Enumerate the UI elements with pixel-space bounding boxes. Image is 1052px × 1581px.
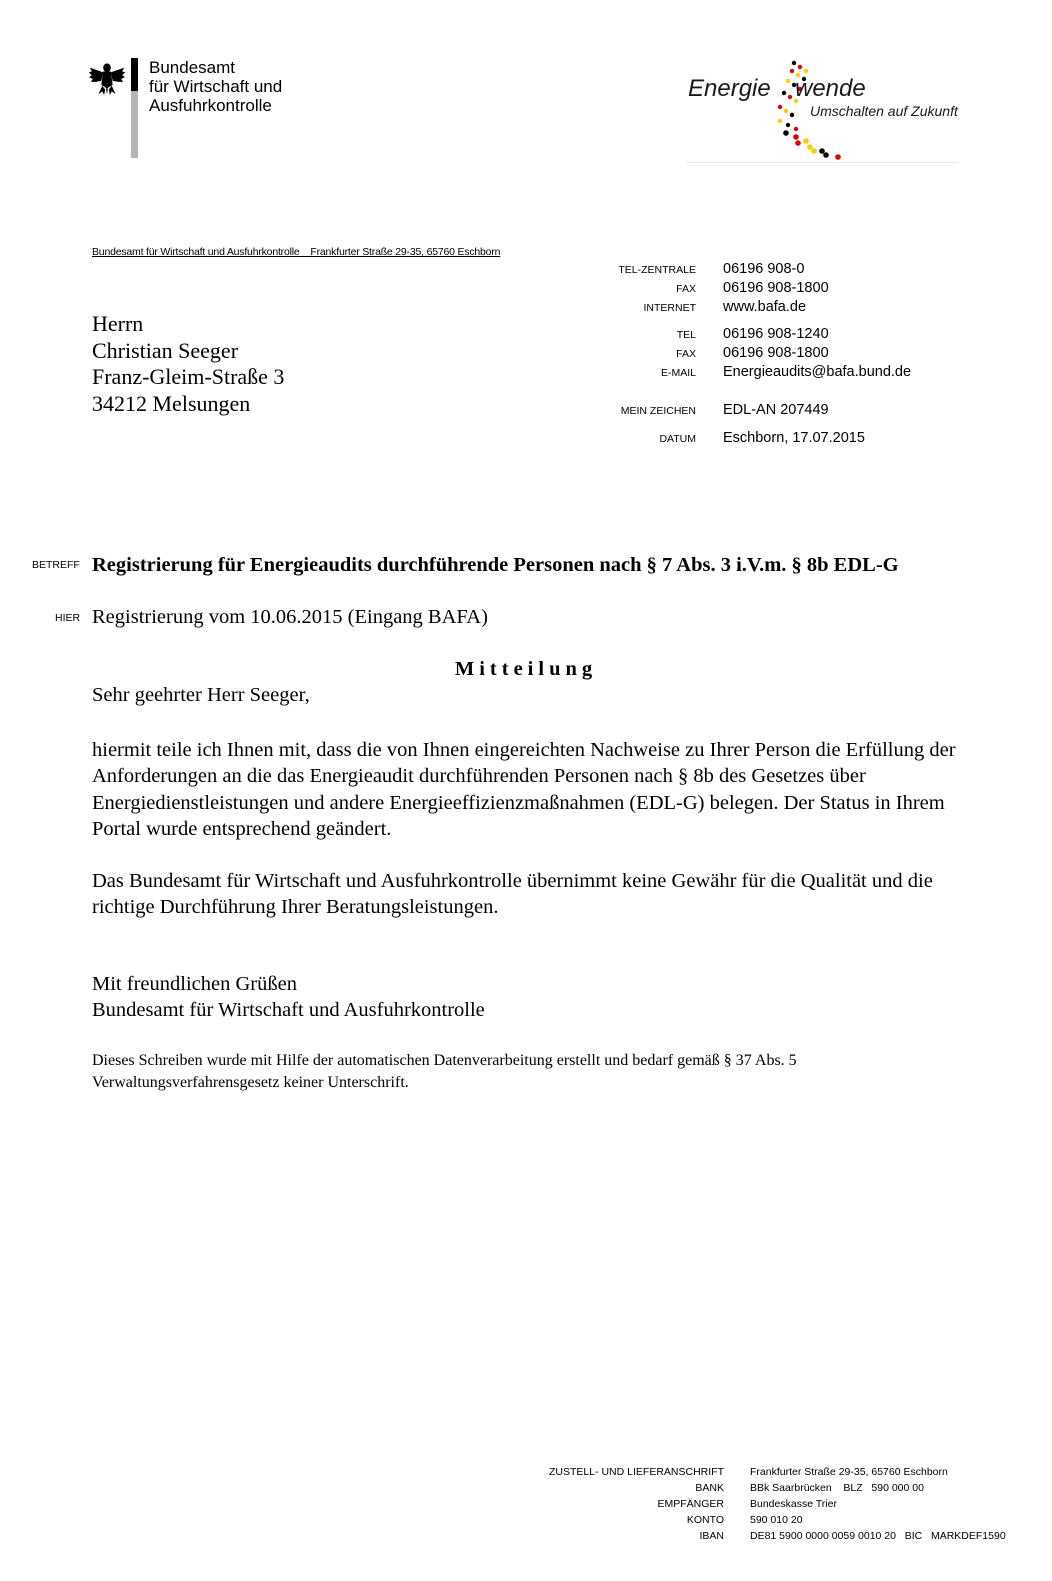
footer-row <box>540 1530 1040 1546</box>
logo-dot <box>790 69 794 73</box>
recipient-line: 34212 Melsungen <box>92 390 251 416</box>
contact-label: TEL <box>676 329 696 341</box>
body-paragraph: Das Bundesamt für Wirtschaft und Ausfuhrkontrolle übernimmt keine Gewähr für die Qualität und die richtige Durchführung Ihrer Beratungsleistungen. <box>92 870 933 919</box>
footer-value: BBk Saarbrücken BLZ 590 000 00 <box>750 1482 924 1494</box>
contact-row <box>590 326 920 345</box>
logo-dot <box>778 119 782 123</box>
logo-dot <box>792 61 796 65</box>
bafa-logo <box>88 58 308 160</box>
email-link[interactable]: Energieaudits@bafa.bund.de <box>723 364 912 380</box>
contact-row <box>590 261 920 280</box>
salutation: Sehr geehrter Herr Seeger, <box>92 684 310 706</box>
contact-row <box>590 430 920 449</box>
contact-value: 06196 908-0 <box>723 261 805 277</box>
regarding-label: HIER <box>55 612 81 624</box>
footer-label: IBAN <box>699 1530 724 1542</box>
contact-row <box>590 280 920 299</box>
contact-value: 06196 908-1800 <box>723 280 829 296</box>
logo-dot <box>784 109 788 113</box>
footer-label: KONTO <box>686 1514 724 1526</box>
footer-row <box>540 1498 1040 1514</box>
logo-dot <box>803 138 809 144</box>
logo-wende-text: wende <box>795 75 866 102</box>
logo-slogan: Umschalten auf Zukunft <box>810 103 958 119</box>
footer-label: EMPFÄNGER <box>657 1498 724 1510</box>
logo-dot <box>811 148 817 154</box>
logo-dot <box>823 152 829 158</box>
recipient-line: Christian Seeger <box>92 337 239 363</box>
footer-value: Bundeskasse Trier <box>750 1498 837 1510</box>
automated-notice: Dieses Schreiben wurde mit Hilfe der automatischen Datenverarbeitung erstellt und bedarf gemäß § 37 Abs. 5 Verwaltungsverfahrensgesetz keiner Unterschrift. <box>92 1052 797 1091</box>
contact-label: FAX <box>676 348 696 360</box>
logo-dot <box>807 144 813 150</box>
contact-row <box>590 299 920 318</box>
date-value: Eschborn, 17.07.2015 <box>723 430 865 446</box>
subject-title: Registrierung für Energieaudits durchführende Personen nach § 7 Abs. 3 i.V.m. § 8b EDL-G <box>92 554 899 576</box>
contact-label: TEL-ZENTRALE <box>618 264 696 276</box>
contact-label: MEIN ZEICHEN <box>620 405 696 417</box>
logo-dot <box>790 113 794 117</box>
logo-dot <box>788 95 792 99</box>
logo-dot <box>804 69 808 73</box>
contact-label: FAX <box>676 283 696 295</box>
bafa-name <box>149 58 282 115</box>
website-link[interactable]: www.bafa.de <box>723 299 807 315</box>
logo-dot <box>793 134 799 140</box>
contact-label: E-MAIL <box>660 367 696 379</box>
energiewende-logo <box>686 57 958 165</box>
contact-label: INTERNET <box>643 302 696 314</box>
contact-value: 06196 908-1800 <box>723 345 829 361</box>
footer-value: 590 010 20 <box>750 1514 803 1526</box>
footer-value: DE81 5900 0000 0059 0010 20 BIC MARKDEF1590 <box>750 1530 1006 1542</box>
subject-subtitle: Registrierung vom 10.06.2015 (Eingang BAFA) <box>92 606 488 628</box>
contact-label: DATUM <box>659 433 696 445</box>
closing-line: Mit freundlichen Grüßen <box>92 973 297 995</box>
logo-dot <box>798 65 802 69</box>
logo-dot <box>782 91 786 95</box>
contact-row <box>590 402 920 421</box>
contact-row <box>590 345 920 364</box>
bafa-name-line: Ausfuhrkontrolle <box>149 96 272 115</box>
logo-dot <box>819 148 825 154</box>
subject-label: BETREFF <box>32 559 80 571</box>
recipient-line: Herrn <box>92 311 144 336</box>
closing-line: Bundesamt für Wirtschaft und Ausfuhrkontrolle <box>92 999 485 1022</box>
bafa-name-line: Bundesamt <box>149 58 235 77</box>
logo-dot <box>835 154 841 160</box>
footer-row <box>540 1514 1040 1530</box>
logo-dot <box>778 105 782 109</box>
logo-divider <box>686 162 958 163</box>
footer-row <box>540 1482 1040 1498</box>
recipient-address <box>92 311 284 417</box>
bafa-name-line: für Wirtschaft und <box>149 77 283 96</box>
footer-row <box>540 1466 1040 1482</box>
logo-dot <box>794 127 798 131</box>
footer-label: BANK <box>695 1482 724 1494</box>
footer-label: ZUSTELL- UND LIEFERANSCHRIFT <box>548 1466 724 1478</box>
contact-row <box>590 364 920 383</box>
closing <box>92 971 485 1024</box>
document-heading: Mitteilung <box>454 658 598 680</box>
federal-eagle-icon <box>88 60 126 98</box>
reference-value: EDL-AN 207449 <box>723 402 829 418</box>
recipient-line: Franz-Gleim-Straße 3 <box>92 364 285 389</box>
logo-dot <box>783 130 789 136</box>
logo-dot <box>786 123 790 127</box>
contact-value: 06196 908-1240 <box>723 326 829 342</box>
logo-dot <box>795 140 801 146</box>
return-address: Bundesamt für Wirtschaft und Ausfuhrkontrolle Frankfurter Straße 29-35, 65760 Eschborn <box>92 246 501 258</box>
logo-bar-grey <box>131 91 138 158</box>
body-paragraph: hiermit teile ich Ihnen mit, dass die von Ihnen eingereichten Nachweise zu Ihrer Person die Erfüllung der Anforderungen an die das Energieaudit durchführenden Personen nach § 8b des Gesetzes über Energiedienstleistungen und andere Energieeffizienzmaßnahmen (EDL-G) belegen. Der Status in Ihrem Portal wurde entsprechend geändert. <box>92 739 956 840</box>
logo-energie-text: Energie <box>688 75 771 102</box>
logo-dot <box>786 79 790 83</box>
footer-value: Frankfurter Straße 29-35, 65760 Eschborn <box>750 1466 948 1478</box>
